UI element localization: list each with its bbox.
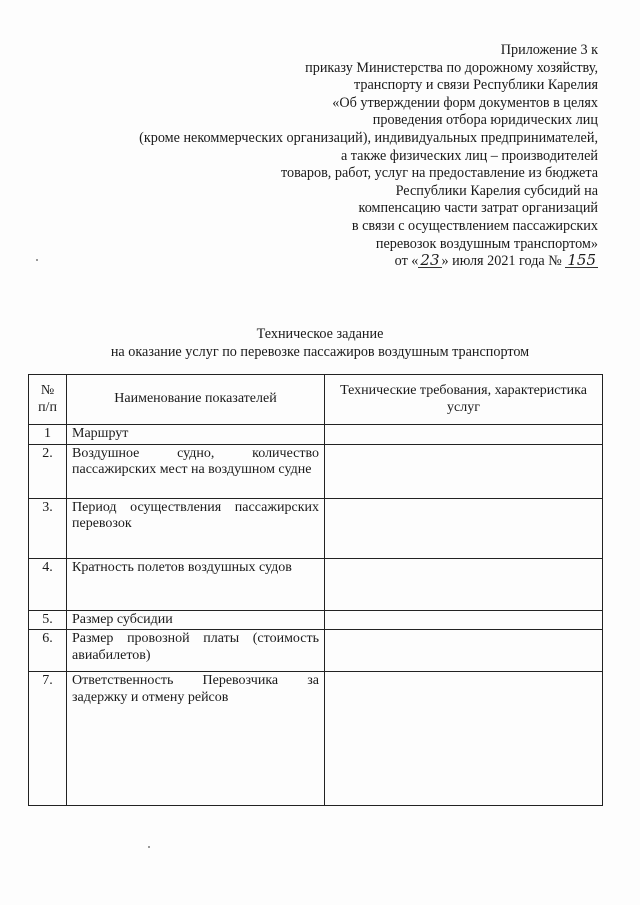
title-line-1: Техническое задание bbox=[256, 326, 384, 342]
scan-speck bbox=[36, 259, 38, 261]
row-req bbox=[325, 444, 603, 498]
row-name: Кратность полетов воздушных судов bbox=[67, 558, 325, 610]
row-num: 7. bbox=[29, 672, 67, 806]
row-req bbox=[325, 630, 603, 672]
table-row bbox=[29, 610, 603, 630]
header-num: № п/п bbox=[29, 375, 67, 425]
row-name: Воздушное судно, количество пассажирских мест на воздушном судне bbox=[67, 444, 325, 498]
row-req bbox=[325, 672, 603, 806]
row-name: Период осуществления пассажирских перевозок bbox=[67, 498, 325, 558]
appendix-line: в связи с осуществлением пассажирских bbox=[351, 217, 598, 234]
date-middle: » июля 2021 года № bbox=[441, 253, 562, 270]
appendix-line: перевозок воздушным транспортом» bbox=[375, 235, 598, 252]
row-name: Размер субсидии bbox=[67, 610, 325, 630]
handwritten-day: 23 bbox=[420, 251, 440, 270]
order-date-line bbox=[78, 253, 598, 271]
row-req bbox=[325, 610, 603, 630]
row-name: Размер провозной платы (стоимость авиабилетов) bbox=[67, 630, 325, 672]
row-req bbox=[325, 558, 603, 610]
row-num: 5. bbox=[29, 610, 67, 630]
header-name: Наименование показателей bbox=[67, 375, 325, 425]
specification-table bbox=[28, 374, 603, 806]
appendix-line: товаров, работ, услуг на предоставление из бюджета bbox=[281, 165, 598, 182]
appendix-line: компенсацию части затрат организаций bbox=[358, 200, 598, 217]
header-req: Технические требования, характеристика услуг bbox=[325, 375, 603, 425]
table-row bbox=[29, 558, 603, 610]
table-row bbox=[29, 498, 603, 558]
scan-speck bbox=[148, 846, 150, 848]
row-req bbox=[325, 425, 603, 445]
table-row bbox=[29, 444, 603, 498]
appendix-line: Приложение 3 к bbox=[500, 42, 598, 58]
table-row bbox=[29, 425, 603, 445]
table-header-row bbox=[29, 375, 603, 425]
appendix-header bbox=[78, 42, 598, 271]
appendix-line: «Об утверждении форм документов в целях bbox=[332, 94, 598, 111]
row-num: 6. bbox=[29, 630, 67, 672]
document-title bbox=[0, 326, 640, 361]
row-num: 3. bbox=[29, 498, 67, 558]
row-name: Ответственность Перевозчика за задержку и отмену рейсов bbox=[67, 672, 325, 806]
row-req bbox=[325, 498, 603, 558]
appendix-line: проведения отбора юридических лиц bbox=[372, 112, 598, 129]
appendix-line: а также физических лиц – производителей bbox=[340, 147, 598, 164]
appendix-line: приказу Министерства по дорожному хозяйству, bbox=[305, 59, 598, 76]
row-name: Маршрут bbox=[67, 425, 325, 445]
date-prefix: от « bbox=[394, 253, 419, 270]
appendix-line: (кроме некоммерческих организаций), индивидуальных предпринимателей, bbox=[139, 129, 598, 146]
appendix-line: Республики Карелия субсидий на bbox=[395, 182, 598, 199]
handwritten-order-number: 155 bbox=[567, 251, 596, 270]
table-row bbox=[29, 672, 603, 806]
appendix-line: транспорту и связи Республики Карелия bbox=[354, 77, 598, 94]
row-num: 4. bbox=[29, 558, 67, 610]
title-line-2: на оказание услуг по перевозке пассажиров воздушным транспортом bbox=[110, 343, 530, 360]
table-row bbox=[29, 630, 603, 672]
row-num: 2. bbox=[29, 444, 67, 498]
row-num: 1 bbox=[29, 425, 67, 445]
